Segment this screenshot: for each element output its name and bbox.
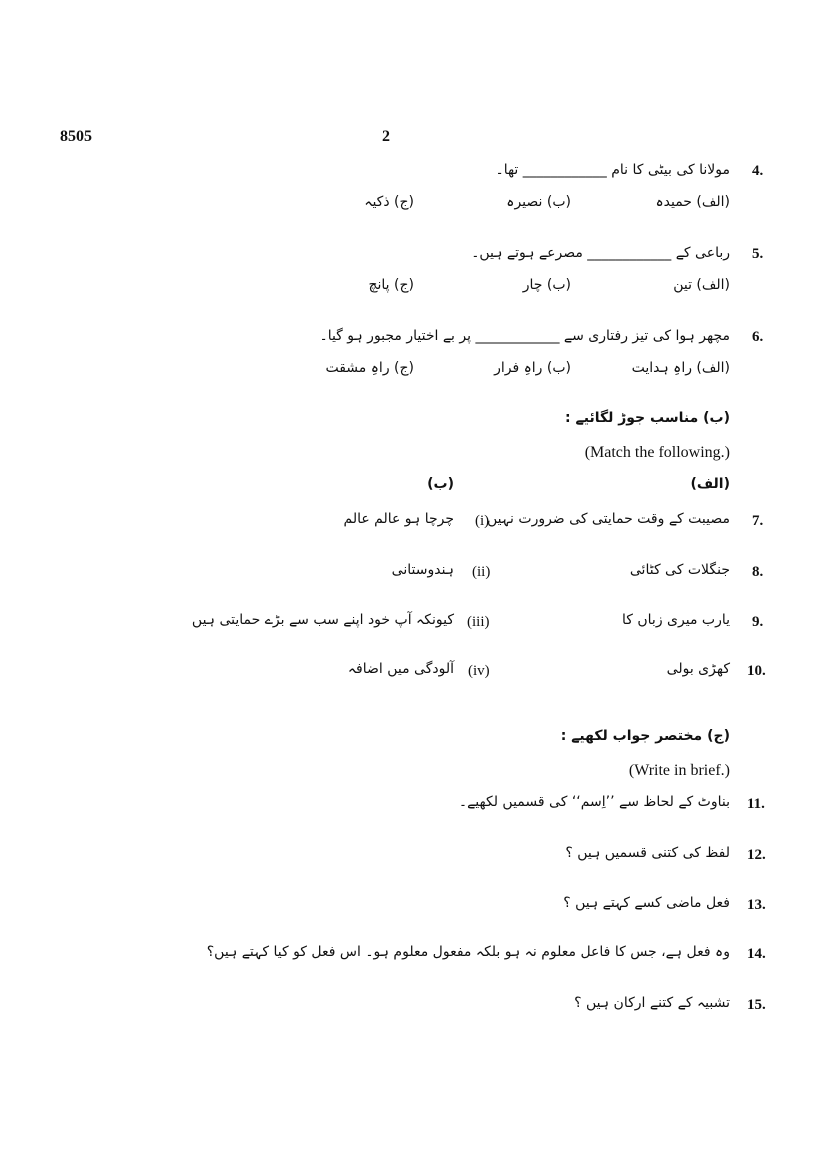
match-left-item: کھڑی بولی: [666, 661, 730, 677]
option-a: [632, 360, 730, 376]
question-number: 12.: [747, 847, 766, 863]
question-number: 8.: [752, 564, 764, 580]
question-number: 9.: [752, 614, 764, 630]
paper-code: 8505: [60, 128, 92, 145]
match-left-item: یارب میری زباں کا: [622, 612, 730, 628]
match-right-item: ہندوستانی: [391, 562, 454, 578]
question-text: رباعی کے ____________ مصرعے ہوتے ہیں۔: [471, 245, 730, 261]
roman-numeral: (i): [475, 513, 490, 529]
column-a-heading: (الف): [690, 476, 730, 492]
option-text: راہِ ہدایت: [631, 360, 692, 376]
question-text: مچھر ہوا کی تیز رفتاری سے ____________ پر بے اختیار مجبور ہو گیا۔: [319, 328, 730, 344]
option-c: [364, 194, 414, 210]
match-right-item: آلودگی میں اضافہ: [347, 661, 454, 677]
match-left-item: مصیبت کے وقت حمایتی کی ضرورت نہیں: [486, 511, 730, 527]
option-a: [673, 277, 730, 293]
question-number: 15.: [747, 997, 766, 1013]
question-number: 10.: [747, 663, 766, 679]
option-c: [368, 277, 414, 293]
option-c: [325, 360, 414, 376]
option-key: (ج): [394, 360, 414, 376]
page-number: 2: [382, 128, 390, 145]
option-text: پانچ: [368, 277, 390, 293]
option-key: (ج): [394, 194, 414, 210]
match-right-item: چرچا ہو عالم عالم: [343, 511, 454, 527]
question-text: لفظ کی کتنی قسمیں ہیں ؟: [565, 845, 730, 861]
question-number: 6.: [752, 329, 764, 345]
roman-numeral: (iii): [467, 614, 490, 630]
option-text: نصیرہ: [506, 194, 543, 210]
option-b: [506, 194, 571, 210]
question-text: مولانا کی بیٹی کا نام ____________ تھا۔: [495, 162, 730, 178]
option-text: ذکیہ: [364, 194, 390, 210]
option-text: حمیدہ: [655, 194, 692, 210]
question-number: 5.: [752, 246, 764, 262]
section-b-heading: (ب) مناسب جوڑ لگائیے :: [565, 410, 730, 426]
question-number: 7.: [752, 513, 764, 529]
option-text: راہِ مشقت: [325, 360, 390, 376]
option-key: (الف): [696, 360, 730, 376]
option-key: (الف): [696, 277, 730, 293]
section-c-heading: (ج) مختصر جواب لکھیے :: [560, 728, 730, 744]
question-number: 13.: [747, 897, 766, 913]
question-text: تشبیہ کے کتنے ارکان ہیں ؟: [574, 995, 730, 1011]
option-key: (ب): [546, 194, 571, 210]
section-c-english: (Write in brief.): [628, 762, 730, 779]
option-b: [494, 360, 571, 376]
option-a: [655, 194, 730, 210]
question-number: 11.: [747, 796, 765, 812]
option-key: (الف): [696, 194, 730, 210]
question-text: فعل ماضی کسے کہتے ہیں ؟: [563, 895, 730, 911]
question-text: بناوٹ کے لحاظ سے ’’اِسم‘‘ کی قسمیں لکھیے۔: [458, 794, 730, 810]
option-key: (ج): [394, 277, 414, 293]
option-b: [523, 277, 571, 293]
option-key: (ب): [546, 277, 571, 293]
question-number: 14.: [747, 946, 766, 962]
section-b-english: (Match the following.): [584, 444, 730, 461]
option-text: تین: [673, 277, 692, 293]
question-number: 4.: [752, 163, 764, 179]
roman-numeral: (ii): [472, 564, 491, 580]
roman-numeral: (iv): [468, 663, 490, 679]
column-b-heading: (ب): [427, 476, 454, 492]
option-text: راہِ فرار: [494, 360, 543, 376]
match-right-item: کیونکہ آپ خود اپنے سب سے بڑے حمایتی ہیں: [191, 612, 454, 628]
option-key: (ب): [546, 360, 571, 376]
question-text: وہ فعل ہے، جس کا فاعل معلوم نہ ہو بلکہ مفعول معلوم ہو۔ اس فعل کو کیا کہتے ہیں؟: [206, 944, 730, 960]
match-left-item: جنگلات کی کٹائی: [629, 562, 730, 578]
option-text: چار: [522, 277, 543, 293]
